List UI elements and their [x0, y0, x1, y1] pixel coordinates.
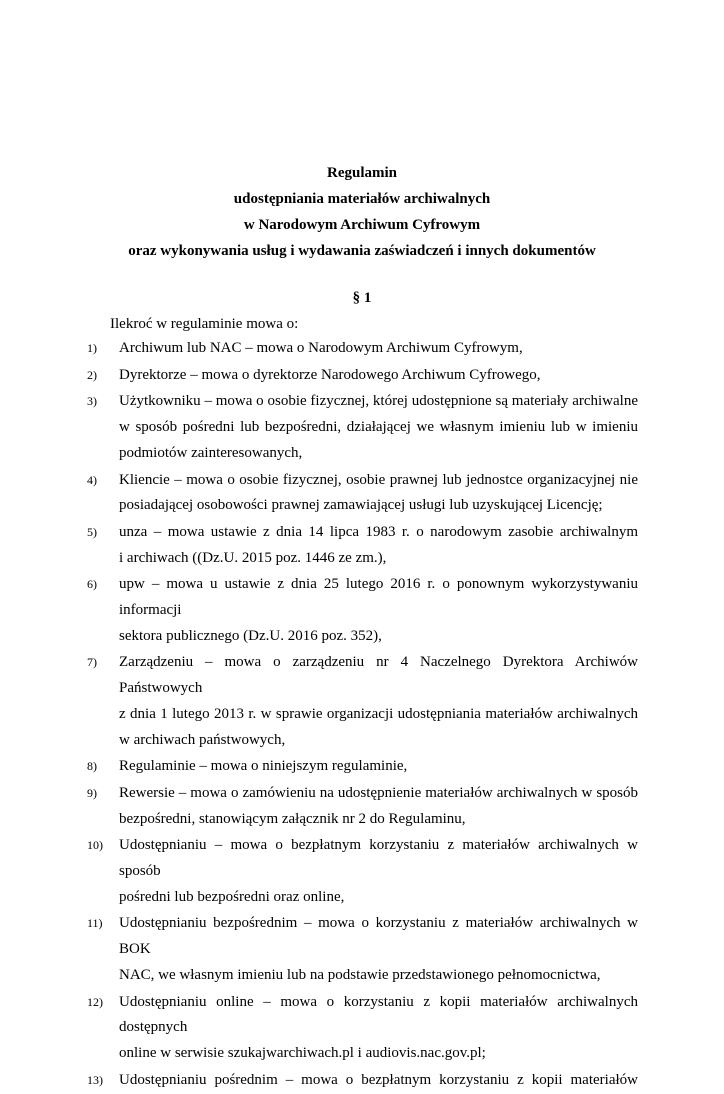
definition-line: unza – mowa ustawie z dnia 14 lipca 1983 r. o narodowym zasobie archiwalnym	[119, 523, 638, 540]
section-heading: § 1	[352, 290, 372, 306]
definition-item	[0, 781, 724, 832]
definition-line: posiadającej osobowości prawnej zamawiającej usługi lub uzyskującej Licencję;	[119, 497, 603, 514]
definition-item	[0, 336, 724, 362]
definition-line: w archiwach państwowych,	[119, 731, 286, 748]
definitions-list	[0, 336, 724, 1094]
definition-line: Archiwum lub NAC – mowa o Narodowym Archiwum Cyfrowym,	[119, 340, 523, 356]
definition-line: upw – mowa u ustawie z dnia 25 lutego 2016 r. o ponownym wykorzystywaniu informacji	[119, 576, 638, 619]
definition-item	[0, 363, 724, 389]
definition-line: Kliencie – mowa o osobie fizycznej, osobie prawnej lub jednostce organizacyjnej nie	[119, 471, 638, 488]
definition-item	[0, 389, 724, 466]
definition-number: 7)	[87, 655, 97, 670]
definition-item	[0, 990, 724, 1067]
definition-line: online w serwisie szukajwarchiwach.pl i audiovis.nac.gov.pl;	[119, 1044, 486, 1061]
definition-line: Udostępnianiu pośrednim – mowa o bezpłatnym korzystaniu z kopii materiałów	[119, 1071, 638, 1088]
definition-line: Udostępnianiu online – mowa o korzystaniu z kopii materiałów archiwalnych dostępnych	[119, 993, 638, 1036]
definition-item	[0, 650, 724, 753]
definition-number: 3)	[87, 394, 97, 409]
definition-text	[119, 572, 638, 649]
definition-line: Zarządzeniu – mowa o zarządzeniu nr 4 Naczelnego Dyrektora Archiwów Państwowych	[119, 654, 638, 697]
definition-line: Udostępnianiu bezpośrednim – mowa o korzystaniu z materiałów archiwalnych w BOK	[119, 915, 638, 958]
title-line-1: Regulamin	[326, 165, 397, 181]
definition-item	[0, 911, 724, 988]
definition-line: pośredni lub bezpośredni oraz online,	[119, 888, 345, 905]
definition-text	[119, 1068, 638, 1094]
title-line-2: udostępniania materiałów archiwalnych	[233, 191, 491, 207]
definition-line: podmiotów zainteresowanych,	[119, 444, 303, 461]
definition-line: Dyrektorze – mowa o dyrektorze Narodowego Archiwum Cyfrowego,	[119, 366, 541, 383]
definition-text	[119, 754, 638, 780]
definition-number: 12)	[87, 994, 103, 1009]
definition-number: 8)	[87, 759, 97, 774]
definition-line: z dnia 1 lutego 2013 r. w sprawie organizacji udostępniania materiałów archiwalnych	[119, 705, 638, 722]
definition-text	[119, 911, 638, 988]
definition-number: 13)	[87, 1072, 103, 1087]
definition-item	[0, 468, 724, 519]
definition-line: w sposób pośredni lub bezpośredni, działającej we własnym imieniu lub w imieniu	[119, 419, 638, 436]
definition-line: i archiwach ((Dz.U. 2015 poz. 1446 ze zm.),	[119, 549, 387, 566]
definition-number: 5)	[87, 524, 97, 539]
title-line-3: w Narodowym Archiwum Cyfrowym	[243, 217, 481, 233]
definition-line: NAC, we własnym imieniu lub na podstawie przedstawionego pełnomocnictwa,	[119, 966, 601, 983]
definition-line: Udostępnianiu – mowa o bezpłatnym korzystaniu z materiałów archiwalnych w sposób	[119, 837, 638, 880]
definition-text	[119, 833, 638, 910]
definition-text	[119, 990, 638, 1067]
definition-number: 1)	[87, 341, 97, 355]
definition-item	[0, 754, 724, 780]
definition-text	[119, 468, 638, 519]
definition-item	[0, 833, 724, 910]
definition-item	[0, 520, 724, 571]
definition-text	[119, 336, 638, 362]
definition-text	[119, 650, 638, 753]
definition-number: 4)	[87, 472, 97, 487]
definition-number: 9)	[87, 785, 97, 800]
definition-text	[119, 363, 638, 389]
definition-line: sektora publicznego (Dz.U. 2016 poz. 352),	[119, 627, 382, 644]
definition-number: 11)	[87, 916, 103, 931]
definition-line: Rewersie – mowa o zamówieniu na udostępnienie materiałów archiwalnych w sposób	[119, 784, 638, 801]
definition-text	[119, 520, 638, 571]
title-line-4: oraz wykonywania usług i wydawania zaświadczeń i innych dokumentów	[128, 243, 596, 259]
definition-item	[0, 572, 724, 649]
definition-line: Użytkowniku – mowa o osobie fizycznej, której udostępnione są materiały archiwalne	[119, 393, 638, 410]
document-title	[0, 160, 724, 264]
definition-line: bezpośredni, stanowiącym załącznik nr 2 do Regulaminu,	[119, 810, 466, 827]
definition-number: 6)	[87, 577, 97, 592]
definition-item	[0, 1068, 724, 1094]
definition-line: Regulaminie – mowa o niniejszym regulaminie,	[119, 758, 408, 775]
definition-text	[119, 389, 638, 466]
definition-number: 2)	[87, 367, 97, 382]
definition-number: 10)	[87, 838, 103, 853]
definition-text	[119, 781, 638, 832]
section-intro: Ilekroć w regulaminie mowa o:	[110, 316, 299, 332]
